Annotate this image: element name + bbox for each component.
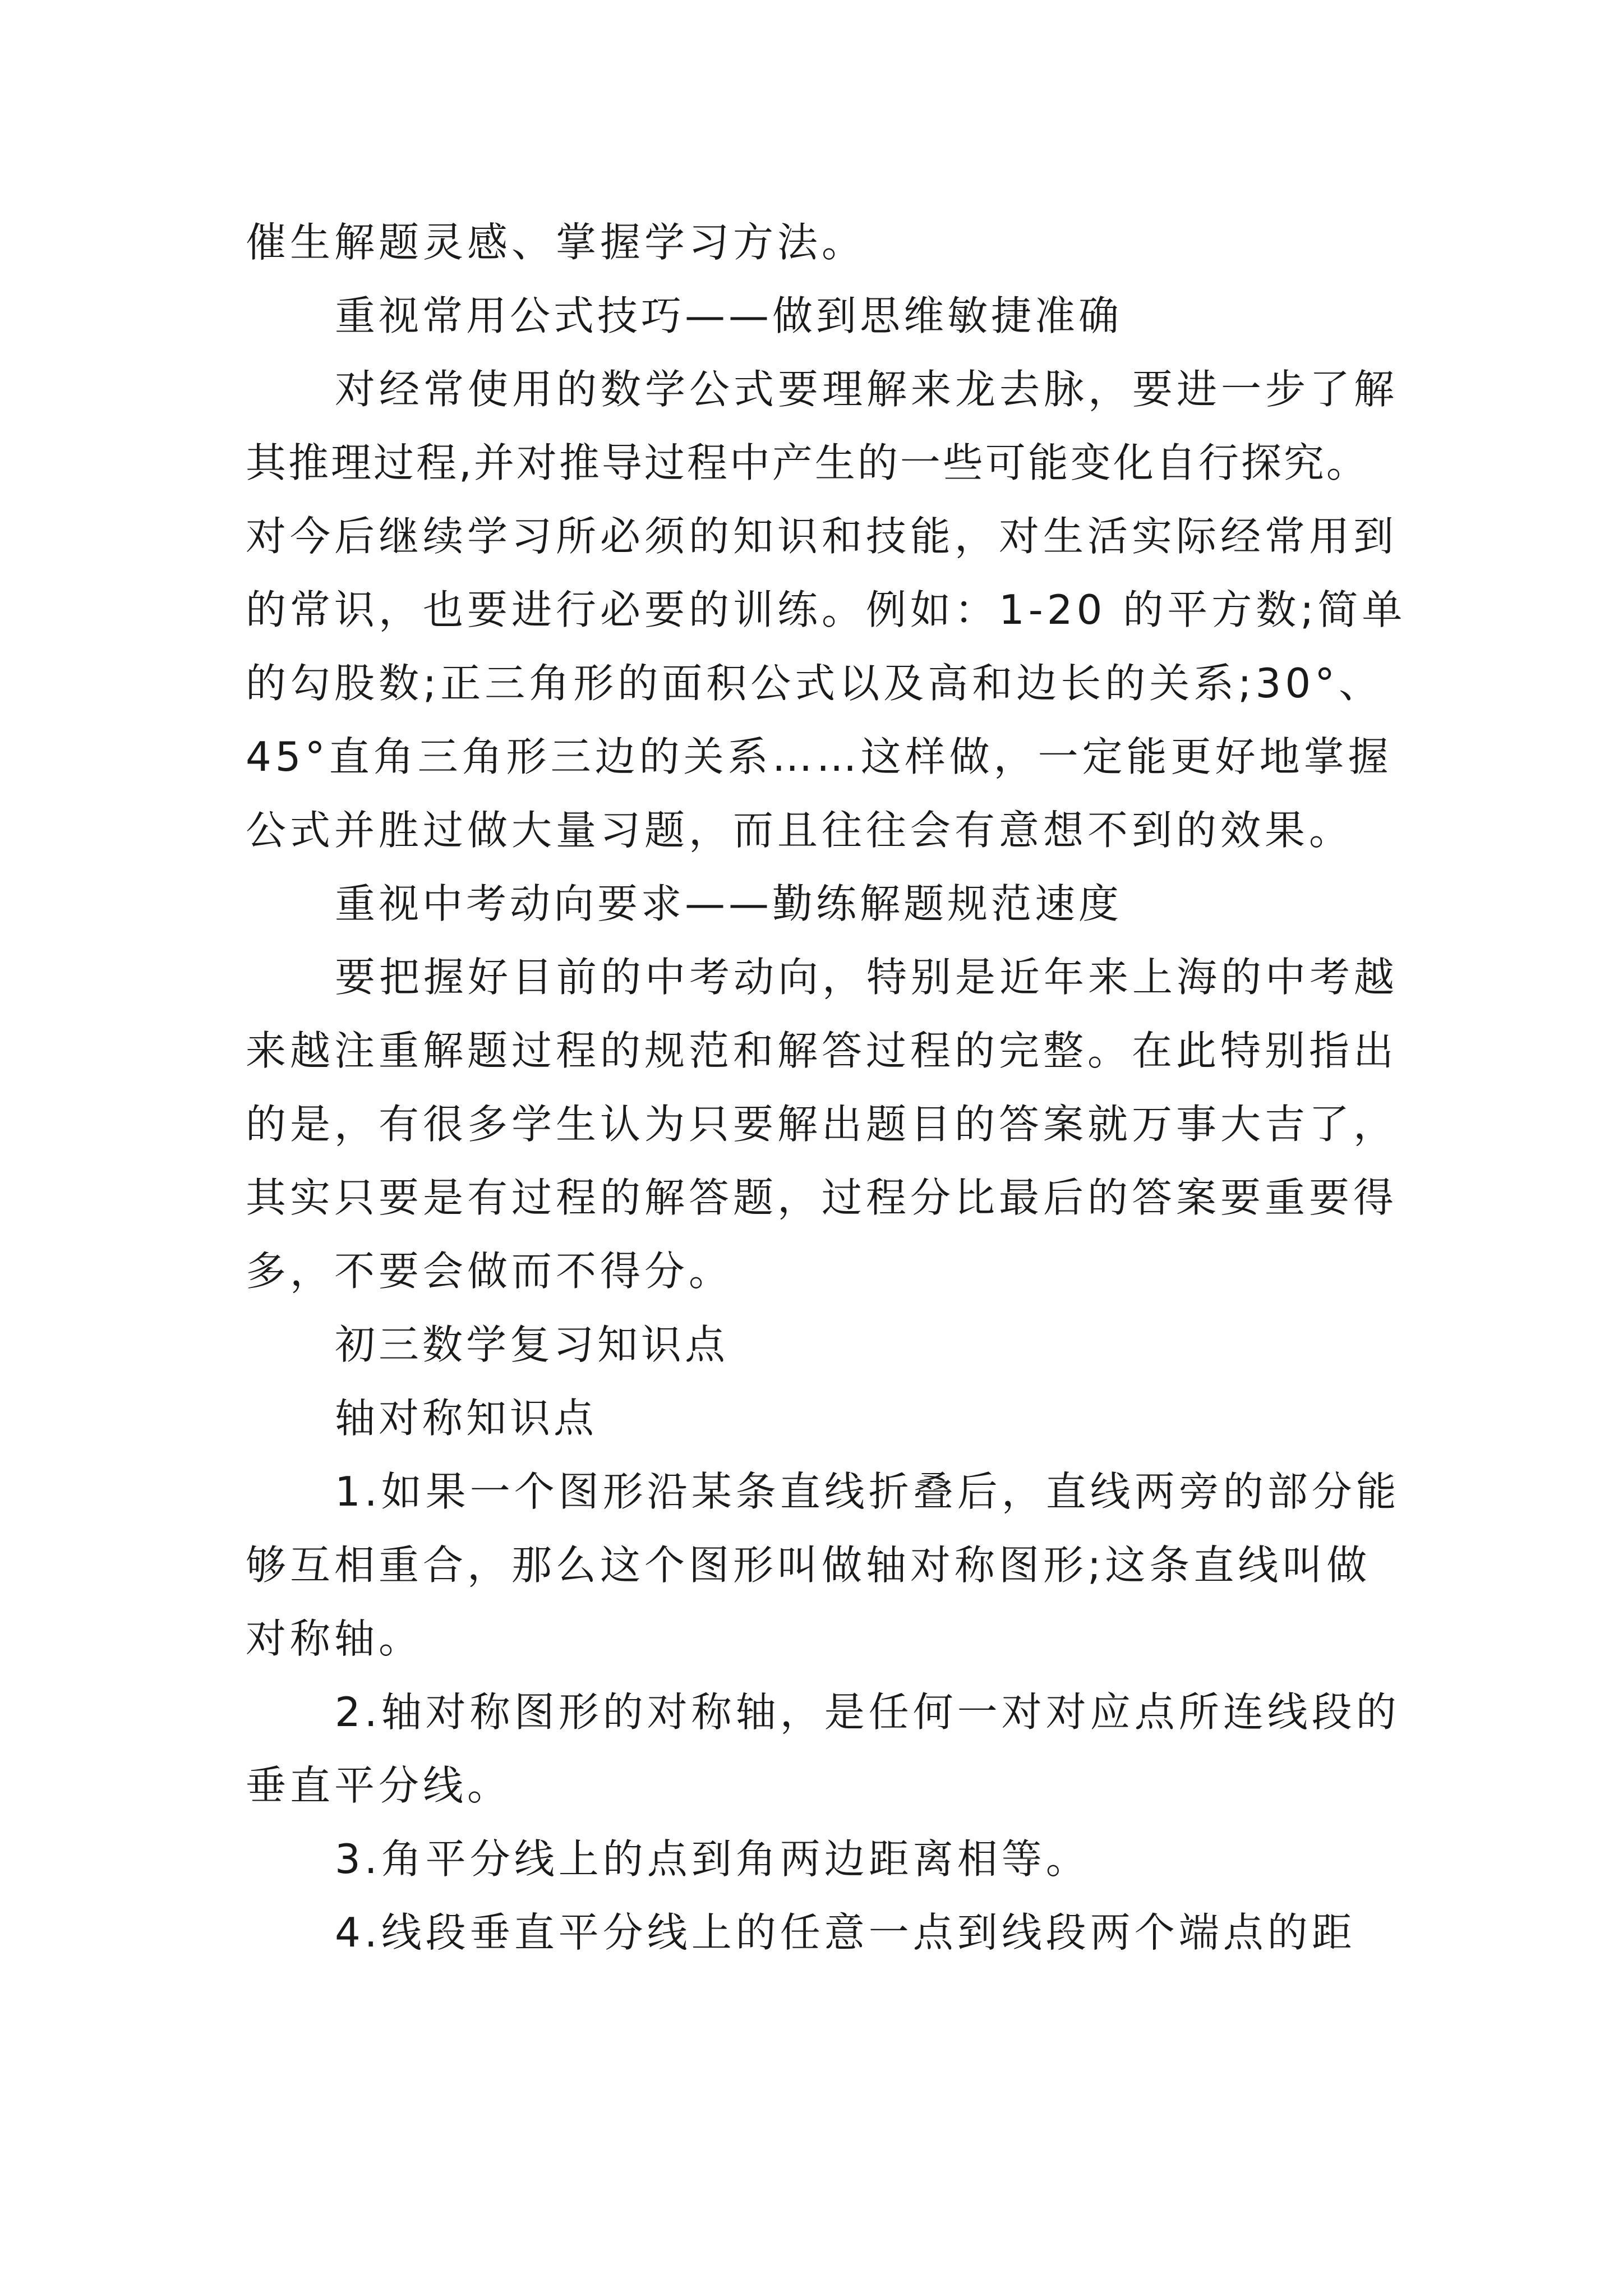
paragraph-line: 对经常使用的数学公式要理解来龙去脉，要进一步了解 (335, 366, 1399, 413)
paragraph-line: 的勾股数;正三角形的面积公式以及高和边长的关系;30°、 (246, 660, 1384, 707)
list-item-line: 3.角平分线上的点到角两边距离相等。 (335, 1835, 1090, 1883)
paragraph-line: 的是，有很多学生认为只要解出题目的答案就万事大吉了， (246, 1101, 1398, 1148)
list-item-line: 1.如果一个图形沿某条直线折叠后，直线两旁的部分能 (335, 1468, 1400, 1515)
paragraph-line: 的常识，也要进行必要的训练。例如：1-20 的平方数;简单 (246, 586, 1407, 633)
section-heading: 轴对称知识点 (335, 1395, 598, 1442)
paragraph-line: 来越注重解题过程的规范和解答过程的完整。在此特别指出 (246, 1027, 1398, 1074)
list-item-line: 4.线段垂直平分线上的任意一点到线段两个端点的距 (335, 1909, 1356, 1956)
paragraph-line: 要把握好目前的中考动向，特别是近年来上海的中考越 (335, 954, 1399, 1001)
paragraph-line: 其推理过程,并对推导过程中产生的一些可能变化自行探究。 (246, 439, 1369, 486)
list-item-line: 垂直平分线。 (246, 1762, 512, 1809)
list-item-line: 够互相重合，那么这个图形叫做轴对称图形;这条直线叫做 (246, 1542, 1371, 1589)
section-heading: 重视中考动向要求——勤练解题规范速度 (335, 880, 1123, 927)
paragraph-line: 对今后继续学习所必须的知识和技能，对生活实际经常用到 (246, 513, 1398, 560)
paragraph-line: 催生解题灵感、掌握学习方法。 (246, 219, 866, 266)
list-item-line: 2.轴对称图形的对称轴，是任何一对对应点所连线段的 (335, 1688, 1400, 1736)
paragraph-line: 其实只要是有过程的解答题，过程分比最后的答案要重要得 (246, 1174, 1398, 1221)
paragraph-line: 多，不要会做而不得分。 (246, 1248, 734, 1295)
paragraph-line: 45°直角三角形三边的关系……这样做，一定能更好地掌握 (246, 733, 1393, 780)
paragraph-line: 公式并胜过做大量习题，而且往往会有意想不到的效果。 (246, 807, 1354, 854)
section-heading: 初三数学复习知识点 (335, 1321, 729, 1368)
list-item-line: 对称轴。 (246, 1615, 423, 1662)
section-heading: 重视常用公式技巧——做到思维敏捷准确 (335, 292, 1123, 339)
